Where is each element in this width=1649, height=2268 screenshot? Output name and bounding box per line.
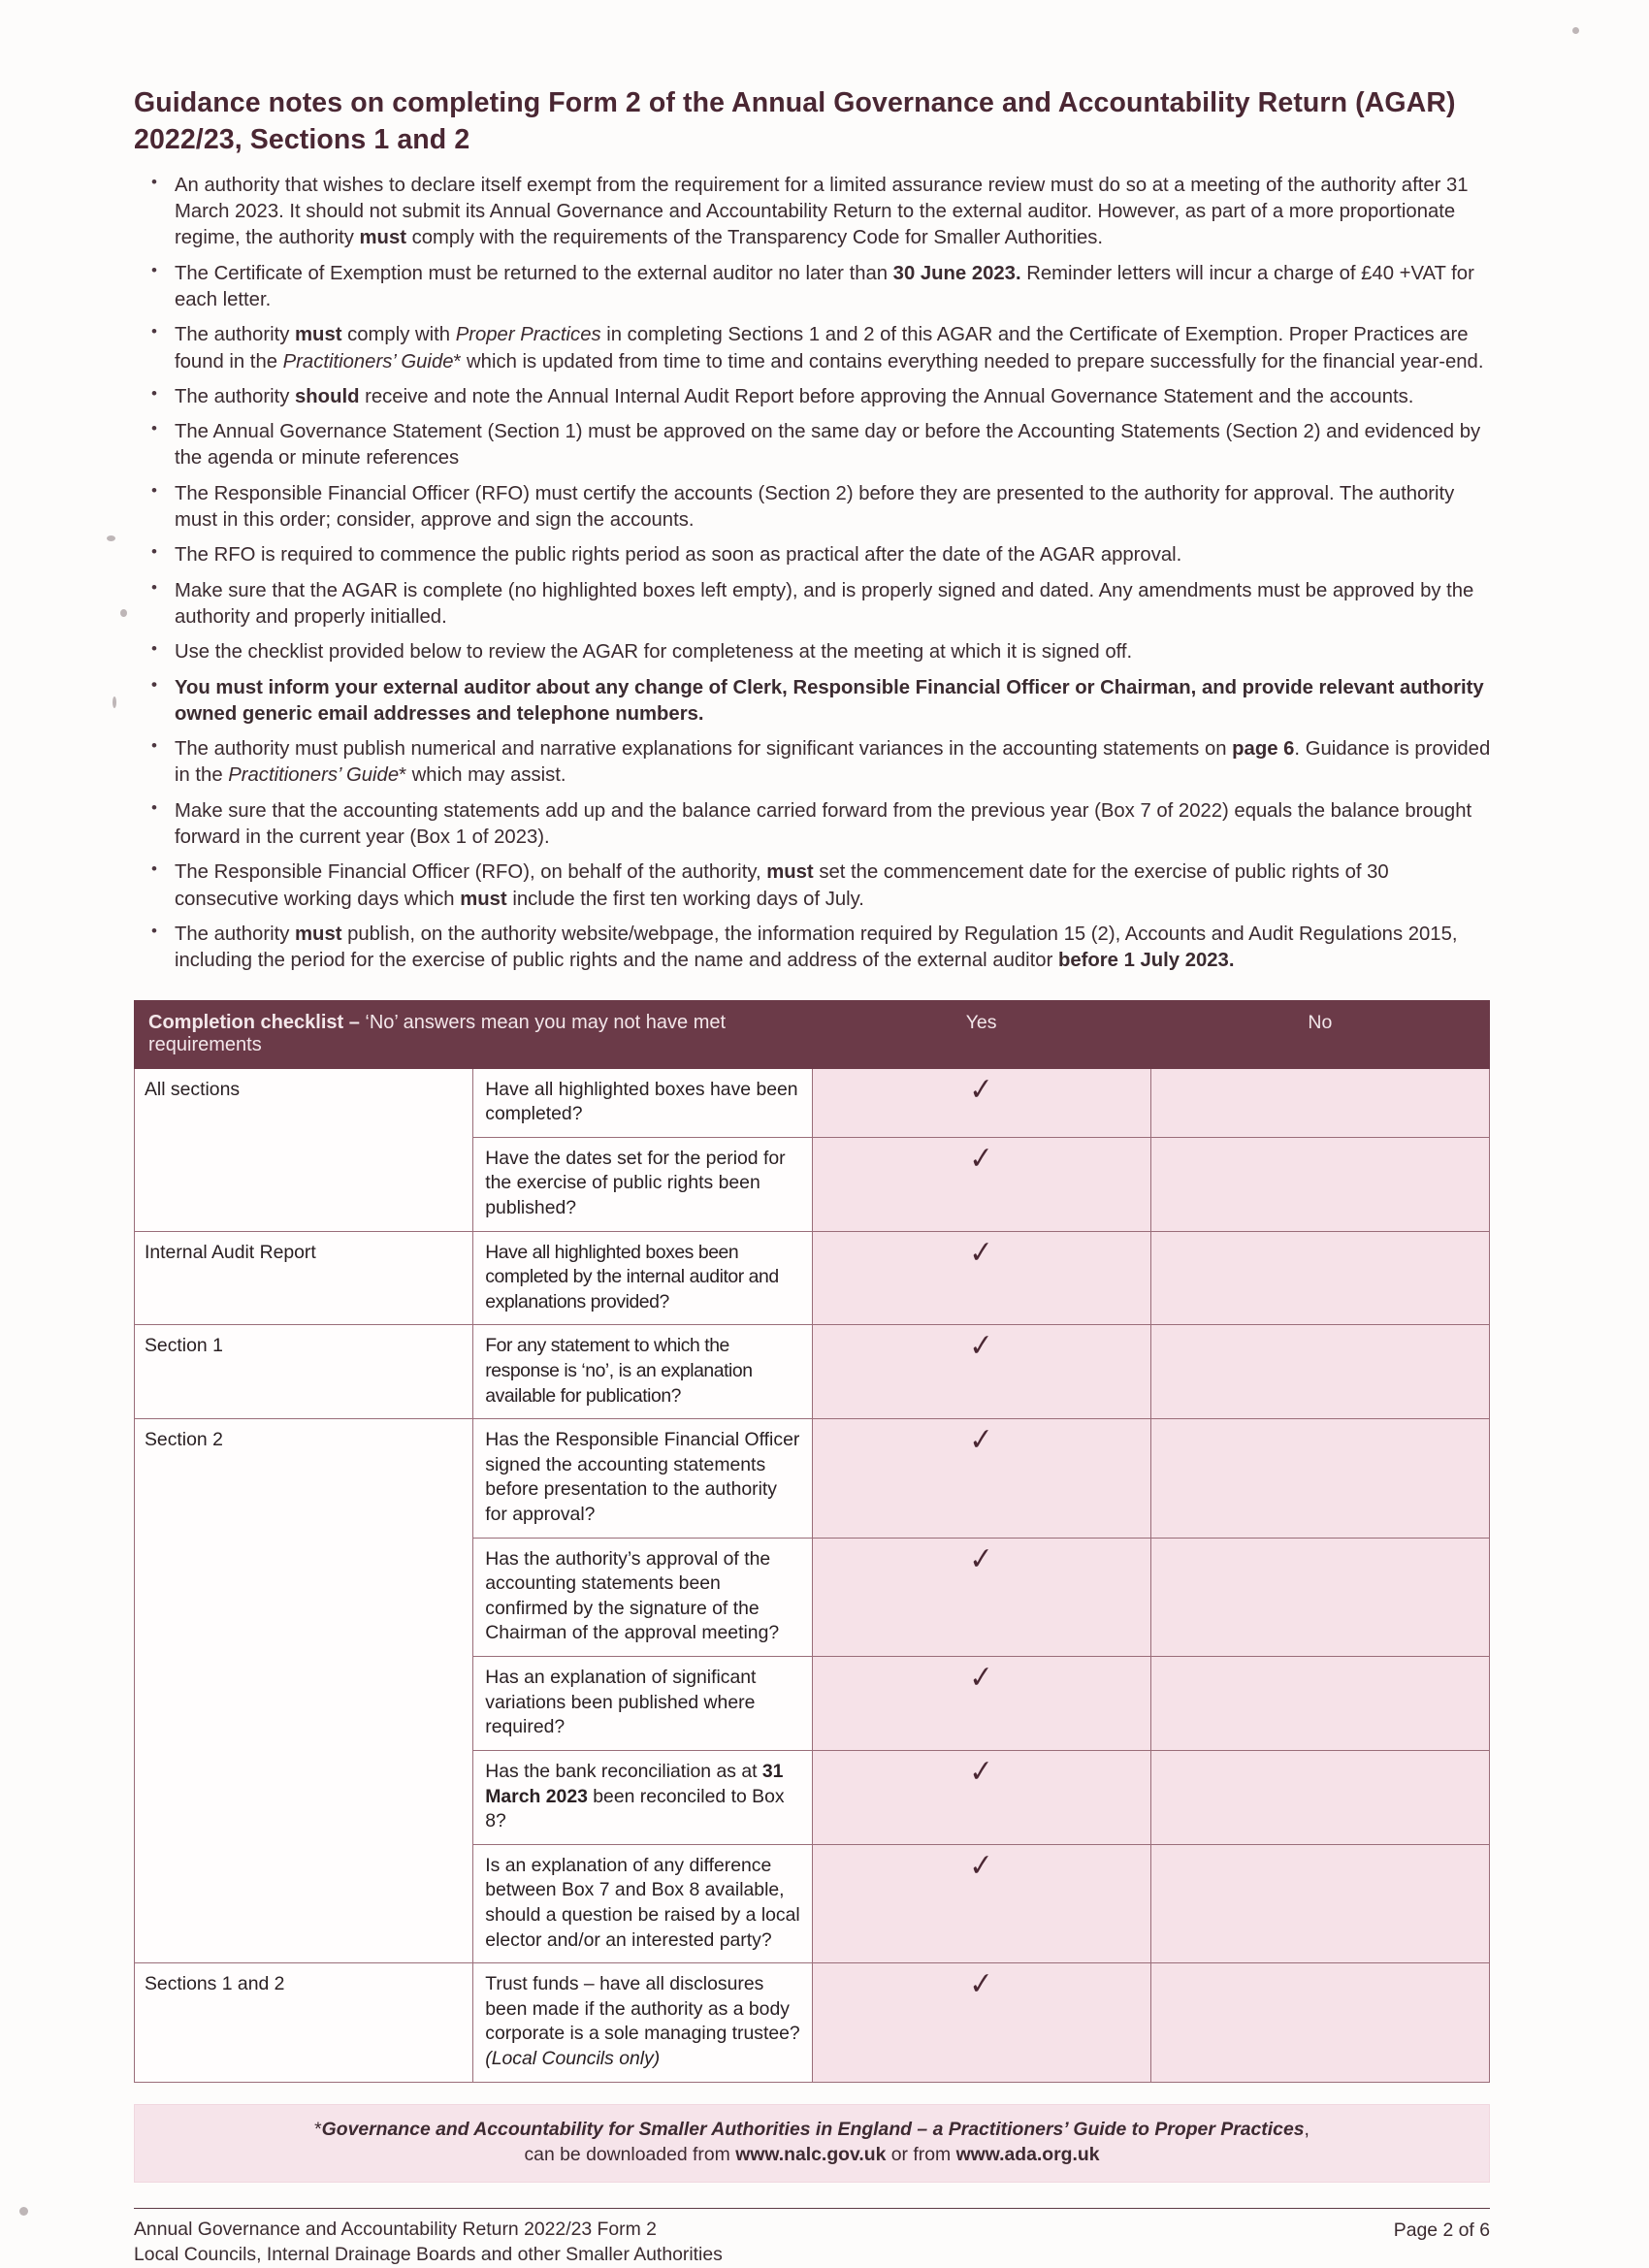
checklist-question: Has the bank reconciliation as at 31 March 2023 been reconciled to Box 8? — [473, 1750, 812, 1844]
footnote-comma: , — [1304, 2118, 1310, 2140]
checklist-yes-cell[interactable] — [812, 1137, 1150, 1231]
checkmark-icon: ✓ — [968, 1070, 994, 1109]
guidance-note-item: • You must inform your external auditor about any change of Clerk, Responsible Financial Officer or Chairman, and provide relevant authority owned generic email addresses and telephone numbers. — [134, 675, 1492, 729]
checklist-question: Has an explanation of significant variations been published where required? — [473, 1657, 812, 1751]
footnote-line-2 — [145, 2142, 1479, 2168]
table-row — [135, 1068, 1490, 1137]
nalc-link[interactable]: www.nalc.gov.uk — [735, 2144, 887, 2166]
checkmark-icon: ✓ — [968, 1539, 994, 1578]
checklist-yes-cell[interactable] — [812, 1750, 1150, 1844]
checklist-yes-cell[interactable] — [812, 1963, 1150, 2082]
checklist-no-cell[interactable] — [1150, 1844, 1489, 1962]
footnote-line-1 — [145, 2117, 1479, 2143]
guidance-note-item: • The authority must publish, on the authority website/webpage, the information required by Regulation 15 (2), Accounts and Audit Regulations 2015, including the period for the exercise of public rights and the name and address of the external auditor before 1 July 2023. — [134, 922, 1492, 975]
empty-cell — [1152, 1070, 1488, 1099]
table-row — [135, 1325, 1490, 1419]
page-footer — [134, 2208, 1490, 2267]
ada-link[interactable]: www.ada.org.uk — [955, 2144, 1100, 2166]
empty-cell — [1152, 1846, 1488, 1875]
checklist-yes-cell[interactable] — [812, 1657, 1150, 1751]
completion-checklist-table — [134, 1000, 1490, 2083]
scan-speck — [113, 697, 116, 708]
table-row — [135, 1419, 1490, 1538]
checkmark-icon: ✓ — [968, 1753, 994, 1791]
footer-left — [134, 2217, 723, 2267]
footnote-guide-title: Governance and Accountability for Smaller Authorities in England – a Practitioners’ Guide to Proper Practices — [321, 2118, 1305, 2140]
guidance-note-item: • The Annual Governance Statement (Section 1) must be approved on the same day or before the Accounting Statements (Section 2) and evidenced by the agenda or minute references — [134, 419, 1492, 472]
checkmark-icon: ✓ — [968, 1139, 994, 1178]
guidance-note-item: • The RFO is required to commence the public rights period as soon as practical after the date of the AGAR approval. — [134, 542, 1492, 568]
checklist-no-cell[interactable] — [1150, 1750, 1489, 1844]
empty-cell — [1152, 1752, 1488, 1781]
footer-page-number: Page 2 of 6 — [1393, 2219, 1490, 2242]
scan-speck — [19, 2207, 28, 2216]
guidance-note-item: • The Responsible Financial Officer (RFO) must certify the accounts (Section 2) before they are presented to the authority for approval. The authority must in this order; consider, approve and sign the accounts. — [134, 481, 1492, 535]
empty-cell — [1152, 1420, 1488, 1449]
checklist-header-note: ‘No’ answers mean you may not have met requirements — [148, 1011, 727, 1055]
footer-document-name: Annual Governance and Accountability Return 2022/23 Form 2 — [134, 2219, 657, 2241]
checklist-header — [135, 1000, 1490, 1068]
checklist-header-no: No — [1150, 1000, 1489, 1068]
empty-cell — [1152, 1139, 1488, 1168]
checklist-category: Sections 1 and 2 — [135, 1963, 473, 2082]
scan-speck — [107, 535, 115, 541]
checkmark-icon: ✓ — [968, 1327, 994, 1366]
checklist-body — [135, 1068, 1490, 2082]
checkmark-icon: ✓ — [968, 1421, 994, 1460]
table-row — [135, 1963, 1490, 2082]
checklist-no-cell[interactable] — [1150, 1325, 1489, 1419]
checklist-no-cell[interactable] — [1150, 1657, 1489, 1751]
document-content — [134, 85, 1492, 2268]
checklist-question: Has the authority’s approval of the accounting statements been confirmed by the signature of the Chairman of the approval meeting? — [473, 1538, 812, 1656]
checklist-yes-cell[interactable] — [812, 1419, 1150, 1538]
checkmark-icon: ✓ — [968, 1659, 994, 1697]
checklist-yes-cell[interactable] — [812, 1068, 1150, 1137]
checklist-question: Have all highlighted boxes been completed by the internal auditor and explanations provided? — [473, 1231, 812, 1325]
guidance-note-item: • The authority must comply with Proper Practices in completing Sections 1 and 2 of this AGAR and the Certificate of Exemption. Proper Practices are found in the Practitioners’ Guide* which is updated from time to time and contains everything needed to prepare successfully for the financial year-end. — [134, 322, 1492, 375]
guidance-note-item: • The Certificate of Exemption must be returned to the external auditor no later than 30 June 2023. Reminder letters will incur a charge of £40 +VAT for each letter. — [134, 261, 1492, 314]
checklist-no-cell[interactable] — [1150, 1538, 1489, 1656]
footer-authority-types: Local Councils, Internal Drainage Boards and other Smaller Authorities — [134, 2244, 723, 2266]
table-row — [135, 1231, 1490, 1325]
checklist-yes-cell[interactable] — [812, 1231, 1150, 1325]
checklist-no-cell[interactable] — [1150, 1068, 1489, 1137]
guidance-note-item: • An authority that wishes to declare itself exempt from the requirement for a limited assurance review must do so at a meeting of the authority after 31 March 2023. It should not submit its Annual Governance and Accountability Return to the external auditor. However, as part of a more proportionate regime, the authority must comply with the requirements of the Transparency Code for Smaller Authorities. — [134, 173, 1492, 252]
guidance-note-item: • Make sure that the AGAR is complete (no highlighted boxes left empty), and is properly signed and dated. Any amendments must be approved by the authority and properly initialled. — [134, 578, 1492, 632]
checklist-question: Have all highlighted boxes have been completed? — [473, 1068, 812, 1137]
guidance-note-item: • Use the checklist provided below to review the AGAR for completeness at the meeting at which it is signed off. — [134, 639, 1492, 665]
footnote-asterisk: * — [314, 2118, 322, 2140]
checklist-yes-cell[interactable] — [812, 1844, 1150, 1962]
checklist-category: Internal Audit Report — [135, 1231, 473, 1325]
checklist-question: Is an explanation of any difference between Box 7 and Box 8 available, should a question be raised by a local elector and/or an interested party? — [473, 1844, 812, 1962]
checklist-question: Has the Responsible Financial Officer signed the accounting statements before presentation to the authority for approval? — [473, 1419, 812, 1538]
footnote-or-text: or from — [886, 2144, 956, 2166]
checkmark-icon: ✓ — [968, 1233, 994, 1272]
empty-cell — [1152, 1658, 1488, 1687]
empty-cell — [1152, 1233, 1488, 1262]
checklist-no-cell[interactable] — [1150, 1419, 1489, 1538]
checklist-yes-cell[interactable] — [812, 1325, 1150, 1419]
footnote-banner — [134, 2104, 1490, 2184]
empty-cell — [1152, 1326, 1488, 1355]
checklist-header-title — [135, 1000, 813, 1068]
scan-speck — [1572, 27, 1579, 34]
guidance-notes-list — [134, 173, 1492, 975]
checklist-category: All sections — [135, 1068, 473, 1231]
checklist-question: Trust funds – have all disclosures been made if the authority as a body corporate is a sole managing trustee? (Local Councils only) — [473, 1963, 812, 2082]
checklist-no-cell[interactable] — [1150, 1231, 1489, 1325]
checklist-category: Section 2 — [135, 1419, 473, 1963]
checklist-question: For any statement to which the response is ‘no’, is an explanation available for publication? — [473, 1325, 812, 1419]
checklist-category: Section 1 — [135, 1325, 473, 1419]
checkmark-icon: ✓ — [968, 1846, 994, 1885]
guidance-note-item: • The authority should receive and note the Annual Internal Audit Report before approving the Annual Governance Statement and the accounts. — [134, 384, 1492, 410]
guidance-note-item: • Make sure that the accounting statements add up and the balance carried forward from the previous year (Box 7 of 2022) equals the balance brought forward in the current year (Box 1 of 2023). — [134, 798, 1492, 852]
page-title: Guidance notes on completing Form 2 of the Annual Governance and Accountability Return (AGAR) 2022/23, Sections 1 and 2 — [134, 87, 1456, 155]
guidance-note-item: • The Responsible Financial Officer (RFO), on behalf of the authority, must set the commencement date for the exercise of public rights of 30 consecutive working days which must include the first ten working days of July. — [134, 859, 1492, 913]
footnote-download-text: can be downloaded from — [524, 2144, 736, 2166]
checklist-yes-cell[interactable] — [812, 1538, 1150, 1656]
checkmark-icon: ✓ — [968, 1965, 994, 2004]
checklist-header-yes: Yes — [812, 1000, 1150, 1068]
guidance-note-item: • The authority must publish numerical and narrative explanations for significant variances in the accounting statements on page 6. Guidance is provided in the Practitioners’ Guide* which may assist. — [134, 736, 1492, 790]
checklist-no-cell[interactable] — [1150, 1137, 1489, 1231]
checklist-no-cell[interactable] — [1150, 1963, 1489, 2082]
empty-cell — [1152, 1964, 1488, 1993]
scan-speck — [120, 609, 127, 617]
empty-cell — [1152, 1539, 1488, 1569]
checklist-question: Have the dates set for the period for the exercise of public rights been published? — [473, 1137, 812, 1231]
checklist-header-main: Completion checklist – — [148, 1011, 366, 1033]
